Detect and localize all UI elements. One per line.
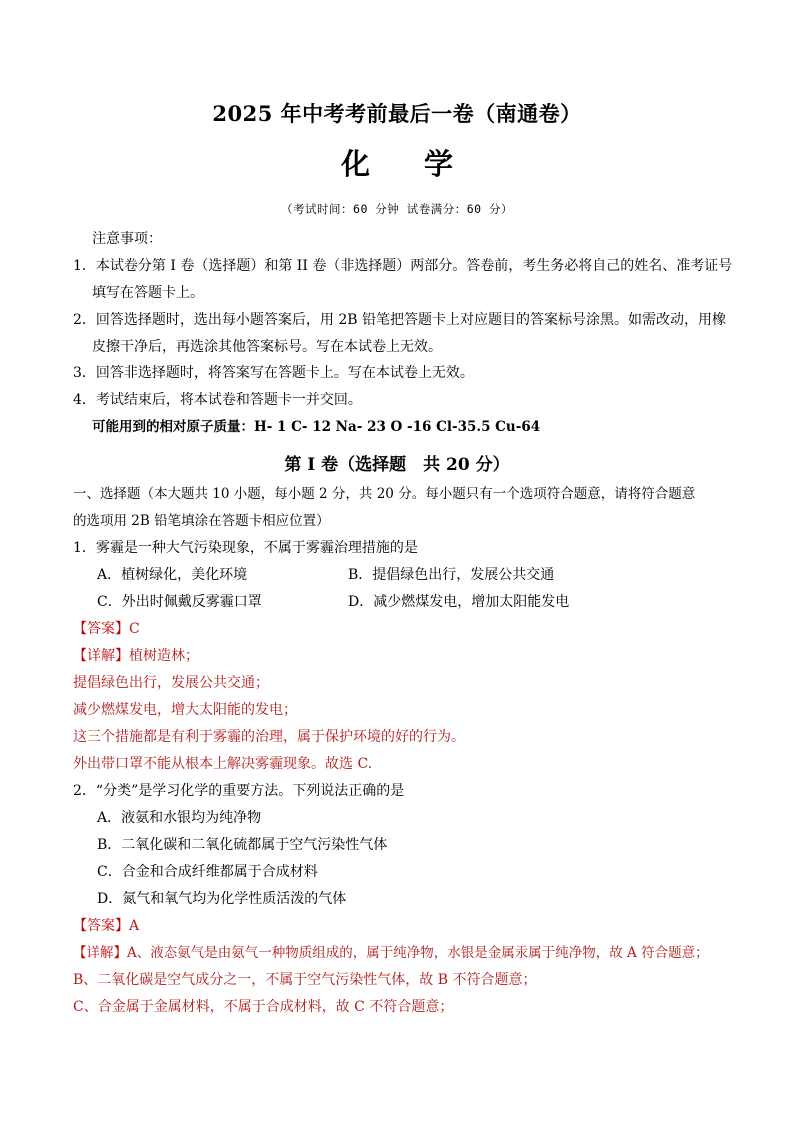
note-text: 考试结束后，将本试卷和答题卡一并交回。 bbox=[95, 392, 362, 408]
notes-heading: 注意事项： bbox=[92, 231, 162, 247]
answer-value: A bbox=[129, 918, 140, 934]
note-item-1 bbox=[73, 257, 732, 275]
q1-option-d: D．减少燃煤发电，增加太阳能发电 bbox=[348, 594, 570, 610]
note-number: 2． bbox=[73, 312, 96, 328]
q1-detail bbox=[73, 647, 199, 665]
note-text: 回答非选择题时，将答案写在答题卡上。写在本试卷上无效。 bbox=[95, 365, 474, 381]
detail-text: 植树造林； bbox=[129, 648, 199, 664]
q1-detail-line: 减少燃煤发电，增大太阳能的发电； bbox=[73, 702, 297, 718]
q1-detail-line: 提倡绿色出行，发展公共交通； bbox=[73, 675, 269, 691]
question-2-stem: 2．“分类”是学习化学的重要方法。下列说法正确的是 bbox=[73, 783, 405, 799]
q1-option-c: C．外出时佩戴反雾霾口罩 bbox=[97, 594, 262, 610]
q1-option-a: A．植树绿化，美化环境 bbox=[97, 567, 248, 583]
q2-option-b: B．二氧化碳和二氧化硫都属于空气污染性气体 bbox=[97, 837, 388, 853]
q2-option-d: D．氮气和氧气均为化学性质活泼的气体 bbox=[97, 891, 347, 907]
note-item-4 bbox=[73, 391, 362, 409]
q2-detail bbox=[73, 944, 709, 962]
q1-option-b: B．提倡绿色出行，发展公共交通 bbox=[348, 567, 555, 583]
note-number: 4． bbox=[73, 392, 96, 408]
q1-detail-line: 外出带口罩不能从根本上解决雾霾现象。故选 C. bbox=[73, 756, 373, 772]
exam-title: 2025 年中考考前最后一卷（南通卷） bbox=[212, 101, 582, 126]
q1-detail-line: 这三个措施都是有利于雾霾的治理，属于保护环境的好的行为。 bbox=[73, 729, 465, 745]
note-number: 3． bbox=[73, 365, 96, 381]
answer-value: C bbox=[129, 621, 140, 637]
note-item-1-cont: 填写在答题卡上。 bbox=[92, 285, 204, 301]
q2-detail-line: B、二氧化碳是空气成分之一，不属于空气污染性气体，故 B 不符合题意； bbox=[73, 972, 537, 988]
q1-answer bbox=[73, 620, 140, 638]
answer-label: 【答案】 bbox=[73, 621, 129, 637]
section-title: 第 I 卷（选择题 共 20 分） bbox=[284, 455, 510, 475]
note-number: 1． bbox=[73, 258, 96, 274]
q2-option-a: A．液氨和水银均为纯净物 bbox=[97, 810, 262, 826]
section-instruction-line1: 一、选择题（本大题共 10 小题，每小题 2 分，共 20 分。每小题只有一个选项符合题意，请将符合题意 bbox=[73, 486, 696, 502]
q2-answer bbox=[73, 917, 139, 935]
answer-label: 【答案】 bbox=[73, 918, 129, 934]
exam-info: （考试时间：60 分钟 试卷满分：60 分） bbox=[281, 202, 513, 216]
detail-label: 【详解】 bbox=[73, 648, 129, 664]
note-text: 本试卷分第 I 卷（选择题）和第 II 卷（非选择题）两部分。答卷前，考生务必将自己的姓名、准考证号 bbox=[95, 258, 733, 274]
note-item-2-cont: 皮擦干净后，再选涂其他答案标号。写在本试卷上无效。 bbox=[92, 339, 442, 355]
question-1-stem: 1．雾霾是一种大气污染现象，不属于雾霾治理措施的是 bbox=[73, 540, 418, 556]
detail-text: A、液态氨气是由氨气一种物质组成的，属于纯净物，水银是金属汞属于纯净物，故 A 符合题意； bbox=[127, 945, 709, 961]
subject-title: 化 学 bbox=[340, 147, 476, 181]
note-item-2 bbox=[73, 311, 726, 329]
q2-detail-line: C、合金属于金属材料，不属于合成材料，故 C 不符合题意； bbox=[73, 999, 454, 1015]
detail-label: 【详解】 bbox=[73, 945, 127, 961]
q2-option-c: C．合金和合成纤维都属于合成材料 bbox=[97, 864, 318, 880]
section-instruction-line2: 的选项用 2B 铅笔填涂在答题卡相应位置） bbox=[73, 513, 330, 529]
atomic-masses: 可能用到的相对原子质量：H- 1 C- 12 Na- 23 O -16 Cl-35.5 Cu-64 bbox=[92, 419, 541, 435]
note-item-3 bbox=[73, 364, 474, 382]
note-text: 回答选择题时，选出每小题答案后，用 2B 铅笔把答题卡上对应题目的答案标号涂黑。如需改动，用橡 bbox=[95, 312, 727, 328]
